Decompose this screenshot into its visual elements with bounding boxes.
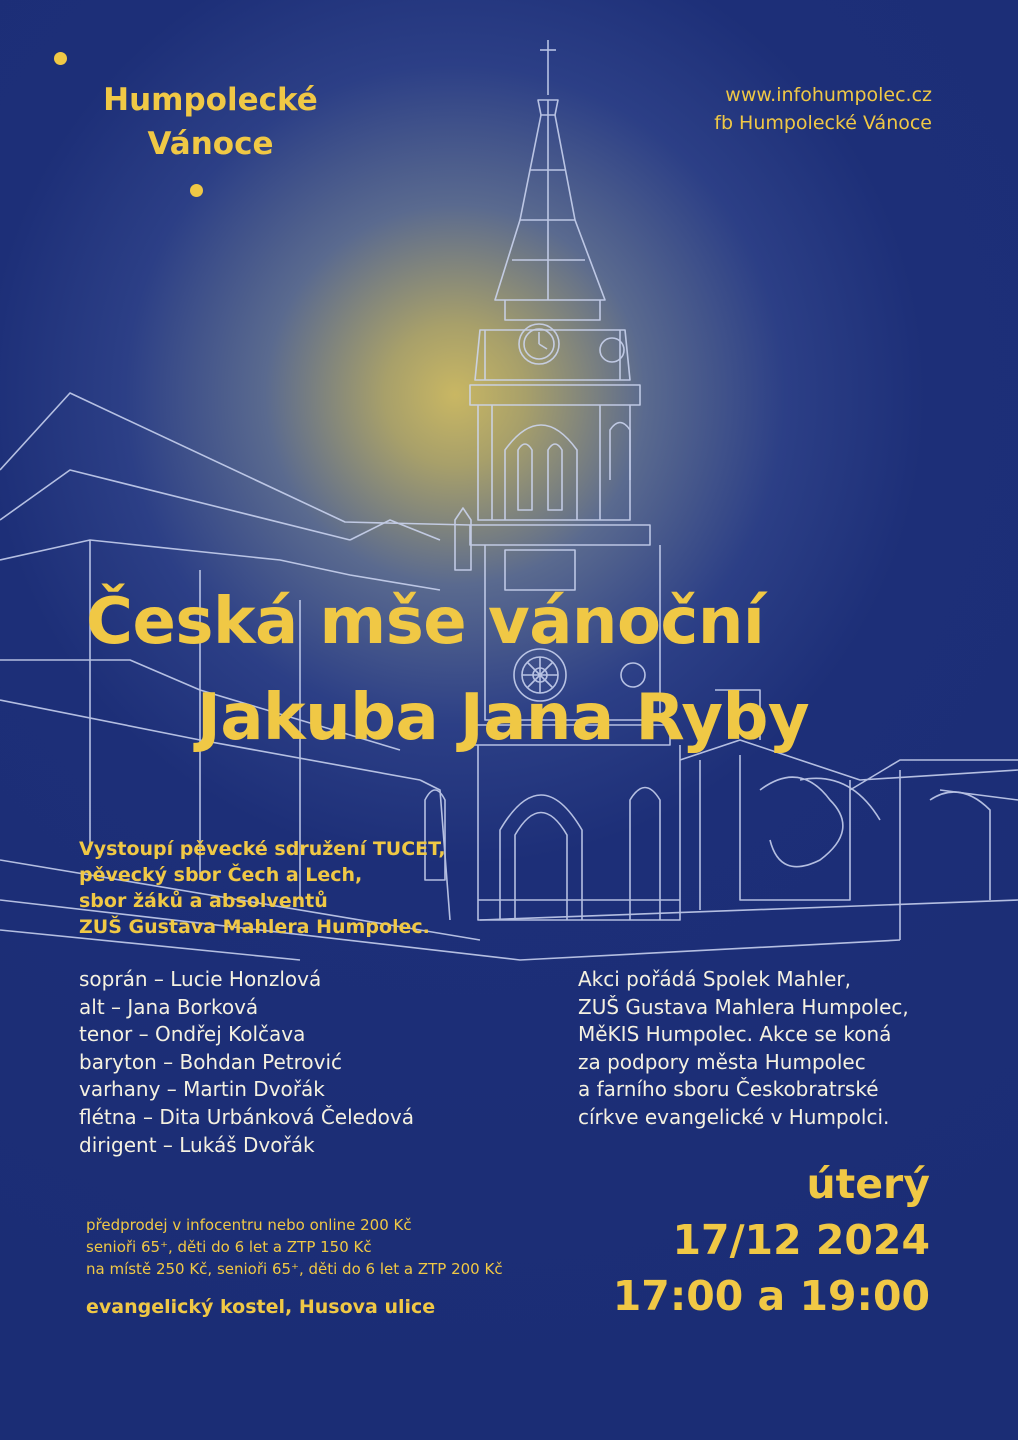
cast-item: flétna – Dita Urbánková Čeledová xyxy=(79,1104,414,1129)
cast-item: varhany – Martin Dvořák xyxy=(79,1077,325,1102)
cast-item: dirigent – Lukáš Dvořák xyxy=(79,1132,315,1157)
price-line: na místě 250 Kč, senioři 65⁺, děti do 6 let a ZTP 200 Kč xyxy=(86,1260,503,1278)
event-title-line-1: Česká mše vánoční xyxy=(86,585,765,659)
web-links xyxy=(714,81,932,137)
cast-item: baryton – Bohdan Petrović xyxy=(79,1049,342,1074)
cast-list xyxy=(79,966,414,1159)
organizers-line: a farního sboru Českobratrské xyxy=(578,1077,879,1102)
event-title-line-2: Jakuba Jana Ryby xyxy=(197,681,810,755)
cast-item: alt – Jana Borková xyxy=(79,994,259,1019)
performers-line: sbor žáků a absolventů xyxy=(79,890,328,912)
organizers-block xyxy=(578,966,909,1132)
event-day: úterý xyxy=(806,1160,930,1208)
decorative-dot-bottom xyxy=(190,184,203,197)
organizers-line: Akci pořádá Spolek Mahler, xyxy=(578,967,851,991)
event-date-block xyxy=(613,1156,930,1324)
performers-block xyxy=(79,836,446,940)
performers-line: Vystoupí pěvecké sdružení TUCET, xyxy=(79,838,446,860)
brand-line-2: Vánoce xyxy=(147,126,274,162)
organizers-line: církve evangelické v Humpolci. xyxy=(578,1104,890,1129)
brand-logo-text xyxy=(88,78,333,166)
organizers-line: MěKIS Humpolec. Akce se koná xyxy=(578,1022,892,1047)
event-times: 17:00 a 19:00 xyxy=(612,1272,930,1320)
performers-line: pěvecký sbor Čech a Lech, xyxy=(79,864,363,886)
performers-line: ZUŠ Gustava Mahlera Humpolec. xyxy=(79,916,430,938)
brand-line-1: Humpolecké xyxy=(103,82,318,118)
cast-item: soprán – Lucie Honzlová xyxy=(79,967,322,991)
event-date: 17/12 2024 xyxy=(672,1216,930,1264)
price-line: senioři 65⁺, děti do 6 let a ZTP 150 Kč xyxy=(86,1238,372,1256)
organizers-line: ZUŠ Gustava Mahlera Humpolec, xyxy=(578,994,909,1019)
decorative-dot-top xyxy=(54,52,67,65)
cast-item: tenor – Ondřej Kolčava xyxy=(79,1022,306,1047)
organizers-line: za podpory města Humpolec xyxy=(578,1049,866,1074)
website-link[interactable]: www.infohumpolec.cz xyxy=(725,84,932,106)
venue: evangelický kostel, Husova ulice xyxy=(86,1296,436,1318)
ticket-prices xyxy=(86,1214,503,1280)
price-line: předprodej v infocentru nebo online 200 Kč xyxy=(86,1216,412,1234)
facebook-link[interactable]: fb Humpolecké Vánoce xyxy=(714,112,932,134)
